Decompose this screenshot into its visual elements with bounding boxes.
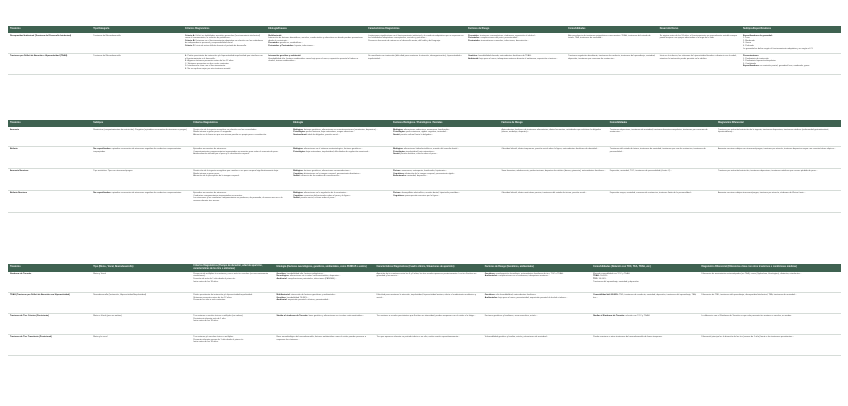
disorder-name-cell: Síndrome de Tourette (8, 272, 91, 293)
table-cell: Presentaciones: 1. Predominio de inatención 2. Predominio hiperactivo/impulsivo 3. Combinada Especificadores: en remisión parcial; gravedad: leve, moderado, grave. (741, 53, 841, 74)
table-row (8, 168, 841, 190)
table-row (8, 127, 841, 146)
table-cell: Episodios recurrentes de atracones. Conductas compensatorias inapropiadas recurrentes. Los atracones y las conductas compensatorias se producen, de promedio, al menos una vez a la semana durante tres meses. (191, 190, 291, 212)
table-row (8, 293, 841, 314)
table-row (8, 146, 841, 168)
table-feeding-disorders (8, 120, 841, 213)
table-cell: Tipo restrictivo. Tipo con atracones/purgas. (91, 168, 191, 190)
column-header: Etiología (Factores neurológicos, genéticos, ambientales, como PANDAS o estrés) (275, 264, 375, 272)
disorder-name-cell: Trastorno de Tics Crónico (Persistente) (8, 314, 91, 335)
table-cell: Limitaciones significativas en el funcionamiento intelectual y la conducta adaptativa que se expresan en las habilidades adaptativas conceptuales, sociales y prácticas... Presencia frecuente de retraso en el desarrollo motor, del habla y del lenguaje. (366, 33, 466, 53)
table-cell: No especificados: episodios recurrentes de atracones seguidos de conductas compensatorias inapropiadas (91, 146, 191, 168)
table-cell: Trastorno del Neurodesarrollo (91, 33, 183, 53)
table-cell: No especificados: episodios recurrentes de atracones seguidos de conductas compensatorias. (91, 190, 191, 212)
table-cell: La diferencia con el Síndrome de Tourette es que solo presenta tics motores o vocales, no ambos. (699, 314, 841, 335)
table-cell: Alta prevalencia de trastornos psiquiátricos concurrentes: TDAH, trastornos del estado de ánimo, TEA, trastornos de ansiedad... (566, 33, 658, 53)
table-cell: Dificultad para mantener la atención, impulsividad, hiperactividad motora; afecta el rendimiento académico y social... (375, 293, 483, 314)
disorder-name-cell: TDAH (Trastorno por Déficit de Atención con Hiperactividad) (8, 293, 91, 314)
column-header: Factores de Riesgo (466, 26, 566, 33)
table-cell: Restrictivo (comportamientos de restricción): Purgativo (episodios recurrentes de atracones o purgas) (91, 127, 191, 146)
table-cell: Tics motores y/o vocales únicos o múltiples. Presentes durante menos de 1 año desde el primer tic. Inicio antes de los 18 años. (191, 335, 274, 356)
table-cell: A. Patrón persistente de inatención y/o hiperactividad-impulsividad que interfiere con el funcionamiento o el desarrollo. B. Algunos síntomas presentes antes de los 12 años. C. Síntomas presentes en dos o más contextos. D. Interferencia clara con el funcionamiento. E. No se explican mejor por otro trastorno mental. (183, 53, 266, 74)
table-cell: Depresión, ansiedad, TOC, trastornos de personalidad (cluster C)... (608, 168, 716, 190)
column-header: Trastorno (8, 26, 91, 33)
table-row (8, 53, 841, 74)
table-cell: Tics que aparecen durante un período inferior a un año; suelen remitir espontáneamente... (375, 335, 483, 356)
table-cell: Elevada comorbilidad con TOC y TDAH. TDAH: 50-60%. TOC: 30-50%. Trastornos del aprendizaje, ansiedad y depresión. (591, 272, 699, 293)
column-header: Criterios Diagnósticos (191, 120, 291, 127)
table-cell: Base neurobiológica del neurodesarrollo; factores ambientales como el estrés pueden provocar o empeorar los síntomas... (275, 335, 375, 356)
table-cell: Anorexia nerviosa subtipo con atracones/purgas, trastorno por atracón, trastorno depresivo mayor con características atípicas... (716, 146, 841, 168)
table-cell: Multifactorial: Interacción de factores biomédicos, sociales, conductuales y educativos en donde pueden presentarse desde el nacimiento... Prenatales: genéticos, metabólicos... Perinatales y Postnatales: hipoxia, infecciones... (266, 33, 366, 53)
disorder-name-cell: Anorexia (8, 127, 91, 146)
table-cell: Diferencial principal es la duración de los tics (menos de 1 año) frente a los trastornos persistentes... (699, 335, 841, 356)
table-cell: Biológica: factores genéticos, alteraciones en neurotransmisores (serotonina, dopamina)... Psicológica: perfeccionismo, baja autoestima, rasgos obsesivos... Sociocultural: ideal de delgadez, presión social... (291, 127, 391, 146)
table-cell: Tics motores o vocales persistentes que fluctúan en intensidad; pueden empeorar con el estrés o la fatiga... (375, 314, 483, 335)
table-cell: Similar al síndrome de Tourette: base genética y alteraciones en circuitos corticoestriatales... (275, 314, 375, 335)
table-cell: Comorbilidad del 60-80%: TND, trastornos de conducta, ansiedad, depresión, trastornos del aprendizaje, TEA, tics... (591, 293, 699, 314)
column-header: Trastorno (8, 120, 91, 127)
column-header: Tipo/Categoría (91, 26, 183, 33)
disorder-name-cell: Trastorno por Déficit de Atención e Hiperactividad (TDAH) (8, 53, 91, 74)
table-header-row (8, 264, 841, 272)
table-row (8, 190, 841, 212)
table-cell: Presencia de múltiples tics motores y uno o más tics vocales (no necesariamente simultáneos). Duración de más de 1 año desde el primer tic. Inicio antes de los 18 años. (191, 272, 274, 293)
table-row (8, 314, 841, 335)
table-tic-disorders (8, 264, 841, 356)
column-header: Comorbilidades (608, 120, 716, 127)
table-cell: Interacción genética y ambiental: Heredabilidad alta, factores ambientales como bajo peso al nacer, exposición prenatal al tabaco o alcohol, toxinas ambientales... (266, 53, 366, 74)
disorder-name-cell: Bulimia (8, 146, 91, 168)
column-header: Factores Biológicos / Psicológicos / Sociales (391, 120, 499, 127)
table-cell: Anorexia nerviosa subtipo atracones/purgas, trastorno por atracón, síndrome de Kleine-Levin... (716, 190, 841, 212)
table-cell: Puede asociarse a otros trastornos del neurodesarrollo de forma temprana. (591, 335, 699, 356)
table-cell: Restricción de la ingesta energética que conduce a un peso corporal significativamente bajo. Miedo intenso a ganar peso. Alteración de la percepción de la imagen corporal. (191, 168, 291, 190)
column-header: Desarrollo/Curso (658, 26, 741, 33)
column-header: Etiología/Causas (266, 26, 366, 33)
column-header: Criterios Diagnósticos (183, 26, 266, 33)
table-neurodevelopment-overview (8, 26, 841, 75)
table-header-row (8, 120, 841, 127)
table-cell: Vulnerabilidad genética y familiar, estrés y situaciones de ansiedad... (483, 335, 591, 356)
table-cell: Neurodesarrollo (Inatención, Hiperactividad/Impulsividad) (91, 293, 191, 314)
column-header: Comorbilidades (566, 26, 658, 33)
table-cell: Biológico: alteraciones hidroelectrolíticas, erosión del esmalte dental... Psicológico: impulsividad, baja autoestima... Social: presión estética, críticas sobre el peso... (391, 146, 499, 168)
column-header: Criterios Diagnósticos (Tiempo de duración, edad de aparición, características de los tics o síntomas) (191, 264, 274, 272)
table-cell: Biológico: factores genéticos, alteraciones neuroendocrinas... Cognitivo: distorsiones en la imagen corporal, pensamiento dicotómico... Social: influencia de los medios de comunicación... (291, 168, 391, 190)
table-cell: Físicos: desequilibrio electrolítico, erosión dental, hipertrofia parotídea... Cognitivos: preocupación excesiva por la figura... (391, 190, 499, 212)
column-header: Tipo (Mono-, Vocal, Neurodesarrollo) (91, 264, 191, 272)
table-cell: Trastorno por evitación/restricción de la ingesta, trastornos depresivos, trastornos médicos (enfermedad gastrointestinal, hipertiroidismo)... (716, 127, 841, 146)
table-cell: Trastorno negativista desafiante, trastornos de conducta, trastornos del aprendizaje, ansiedad, depresión, trastornos por consumo de sustancias... (566, 53, 658, 74)
table-cell: Factores genéticos y familiares, sexo masculino, estrés... (483, 314, 591, 335)
table-cell: Patrón persistente de inatención y/o hiperactividad-impulsividad. Síntomas presentes antes de los 12 años. Presentes en dos o más contextos. (191, 293, 274, 314)
column-header: Subtipos/Especificadores (741, 26, 841, 33)
column-header: Características Diagnósticas (Cuadro clínico, Situaciones de aparición) (375, 264, 483, 272)
table-cell: Trastornos depresivos, trastornos de ansiedad, trastorno obsesivo-compulsivo, trastornos por consumo de sustancias... (608, 127, 716, 146)
table-cell: Multifactorial: interacción de factores genéticos y ambientales... Genético: heredabilidad 70-80%... Ambiental: exposición prenatal a tóxicos, prematuridad... (275, 293, 375, 314)
table-cell: Genéticos: alta heredabilidad, antecedentes familiares. Ambientales: bajo peso al nacer, prematuridad, exposición prenatal al alcohol o tabaco... (483, 293, 591, 314)
table-cell: Inicio en la infancia; los síntomas de hiperactividad tienden a disminuir con la edad, mientras la inatención puede persistir en la adultez. (658, 53, 741, 74)
table-cell: Se manifiesta con inatención (dificultad para mantener la atención, desorganización), hiperactividad e impulsividad... (366, 53, 466, 74)
table-cell: Prenatales: trastornos cromosómicos, síndromes, exposición al alcohol... Perinatales: complicaciones del parto, prematuridad... Postnatales: traumatismos craneales, infecciones, desnutrición... (466, 33, 566, 53)
table-cell: Restricción de la ingesta energética en relación con las necesidades. Miedo intenso a ganar peso o a engordar. Alteración en la forma en que uno mismo percibe su propio peso o constitución. (191, 127, 291, 146)
table-cell: Genéticos: predisposición hereditaria, antecedentes familiares de tics, TOC o TDAH. Ambientales: complicaciones en el embarazo, tabaquismo materno... (483, 272, 591, 293)
table-cell: Obesidad infantil, dietas restrictivas previas, trastornos del estado de ánimo, presión social... (499, 190, 607, 212)
table-cell: Antecedentes familiares de trastornos alimentarios, dietas frecuentes, actividades que enfatizan la delgadez (danza, modelaje, deportes)... (499, 127, 607, 146)
table-cell: Episodios recurrentes de atracones. Comportamientos compensatorios inapropiados recurrentes para evitar el aumento de peso. Autoevaluación influida por el peso y la constitución corporal. (191, 146, 291, 168)
table-cell: Tics motores o vocales únicos o múltiples (no ambos). Persistencia durante más de 1 año. Inicio antes de los 18 años. (191, 314, 274, 335)
table-cell: Similar al Síndrome de Tourette: relación con TOC y TDAH. (591, 314, 699, 335)
table-cell: Genético: heredabilidad alta, factores poligénicos... Neurológico: alteraciones en circuitos corticoestriatales, dopamina... Ambiental: complicaciones perinatales, infecciones (PANDAS)... (275, 272, 375, 293)
table-cell: Trastornos del estado de ánimo, trastornos de ansiedad, trastornos por uso de sustancias, trastornos de personalidad... (608, 146, 716, 168)
table-cell: Diferenciar de TND, trastornos del aprendizaje, discapacidad intelectual, TEA, trastornos de ansiedad... (699, 293, 841, 314)
column-header: Factores de Riesgo (Genéticos, ambientales) (483, 264, 591, 272)
table-cell: Aparición de tics motores entre los 4 y 6 años; los tics vocales aparecen posteriormente. Los tics fluctúan en gravedad y frecuencia... (375, 272, 483, 293)
table-cell: Trastorno por evitación/restricción, trastornos depresivos, trastornos médicos que causan pérdida de peso... (716, 168, 841, 190)
table-row (8, 33, 841, 53)
column-header: Comorbilidades (Relación con TOC, TEA, TDAH, etc.) (591, 264, 699, 272)
table-cell: Se origina antes de los 18 años; el funcionamiento es generalmente estable aunque puede mejorar con apoyos adecuados a lo largo de la vida. (658, 33, 741, 53)
table-cell: Motor y Vocal (91, 272, 191, 293)
table-cell: Diferenciar de movimientos estereotipados (en TEA), corea (Sydenham, Huntington), distonías, mioclonías... (699, 272, 841, 293)
column-header: Etiología (291, 120, 391, 127)
table-cell: Físicos: amenorrea, osteopenia, bradicardia, hipotermia... Cognitivos: distorsión de la imagen corporal, pensamiento rígido... Emocionales: ansiedad, depresión... (391, 168, 499, 190)
table-cell: Criterio A: Déficit en habilidades mentales generales (funcionamiento intelectual) como el razonamiento, la solución de problemas... Criterio B: Deterioro en el funcionamiento adaptativo en relación con los estándares de independencia personal y responsabilidad social. Criterio C: Inicio de estos déficits durante el período de desarrollo. (183, 33, 266, 53)
table-row (8, 335, 841, 356)
table-cell: Obesidad infantil, dietas tempranas, presión social sobre la figura, antecedentes familiares de obesidad... (499, 146, 607, 168)
table-cell: Biológico: alteraciones en el sistema serotoninérgico, factores genéticos... Psicológico: baja autoestima, impulsividad, dificultades de regulación emocional... (291, 146, 391, 168)
disorder-name-cell: Anorexia Nerviosa (8, 168, 91, 190)
disorder-name-cell: Discapacidad Intelectual (Trastorno del Desarrollo Intelectual) (8, 33, 91, 53)
table-cell: Motor o Vocal (pero no ambos) (91, 314, 191, 335)
table-cell: Genético: heredabilidad elevada, antecedentes familiares de TDAH. Ambiental: bajo peso al nacer, tabaquismo materno durante el embarazo, exposición a toxinas... (466, 53, 566, 74)
column-header: Trastorno (8, 264, 91, 272)
table-cell: Biológico: alteraciones en la regulación de la serotonina... Cognitivo: creencias disfuncionales sobre el peso y la figura... Social: presión social, críticas sobre el peso... (291, 190, 391, 212)
table-row (8, 272, 841, 293)
column-header: Diagnóstico Diferencial (716, 120, 841, 127)
table-cell: Especificadores de gravedad: 1. Leve 2. Moderado 3. Grave 4. Profundo La gravedad se define según el funcionamiento adaptativo y no según el CI. (741, 33, 841, 53)
column-header: Características Diagnósticas (366, 26, 466, 33)
table-cell: Sexo femenino, adolescencia, perfeccionismo, deportes de estética (danza, gimnasia), antecedentes familiares... (499, 168, 607, 190)
table-cell: Depresión mayor, ansiedad, consumo de sustancias, trastorno límite de la personalidad... (608, 190, 716, 212)
table-header-row (8, 26, 841, 33)
table-cell: Biológico: alteraciones endocrinas, amenorrea, bradicardia... Psicológico: perfeccionismo, rigidez cognitiva, ansiedad... Social: presión cultural hacia la delgadez... (391, 127, 499, 146)
disorder-name-cell: Trastorno de Tics Transitorio (Provisional) (8, 335, 91, 356)
column-header: Factores de Riesgo (499, 120, 607, 127)
column-header: Diagnóstico Diferencial (Diferencias clave con otros trastornos o condiciones médicas) (699, 264, 841, 272)
disorder-name-cell: Bulimia Nerviosa (8, 190, 91, 212)
column-header: Subtipos (91, 120, 191, 127)
table-cell: Trastorno del Neurodesarrollo (91, 53, 183, 74)
table-cell: Motor y/o vocal (91, 335, 191, 356)
